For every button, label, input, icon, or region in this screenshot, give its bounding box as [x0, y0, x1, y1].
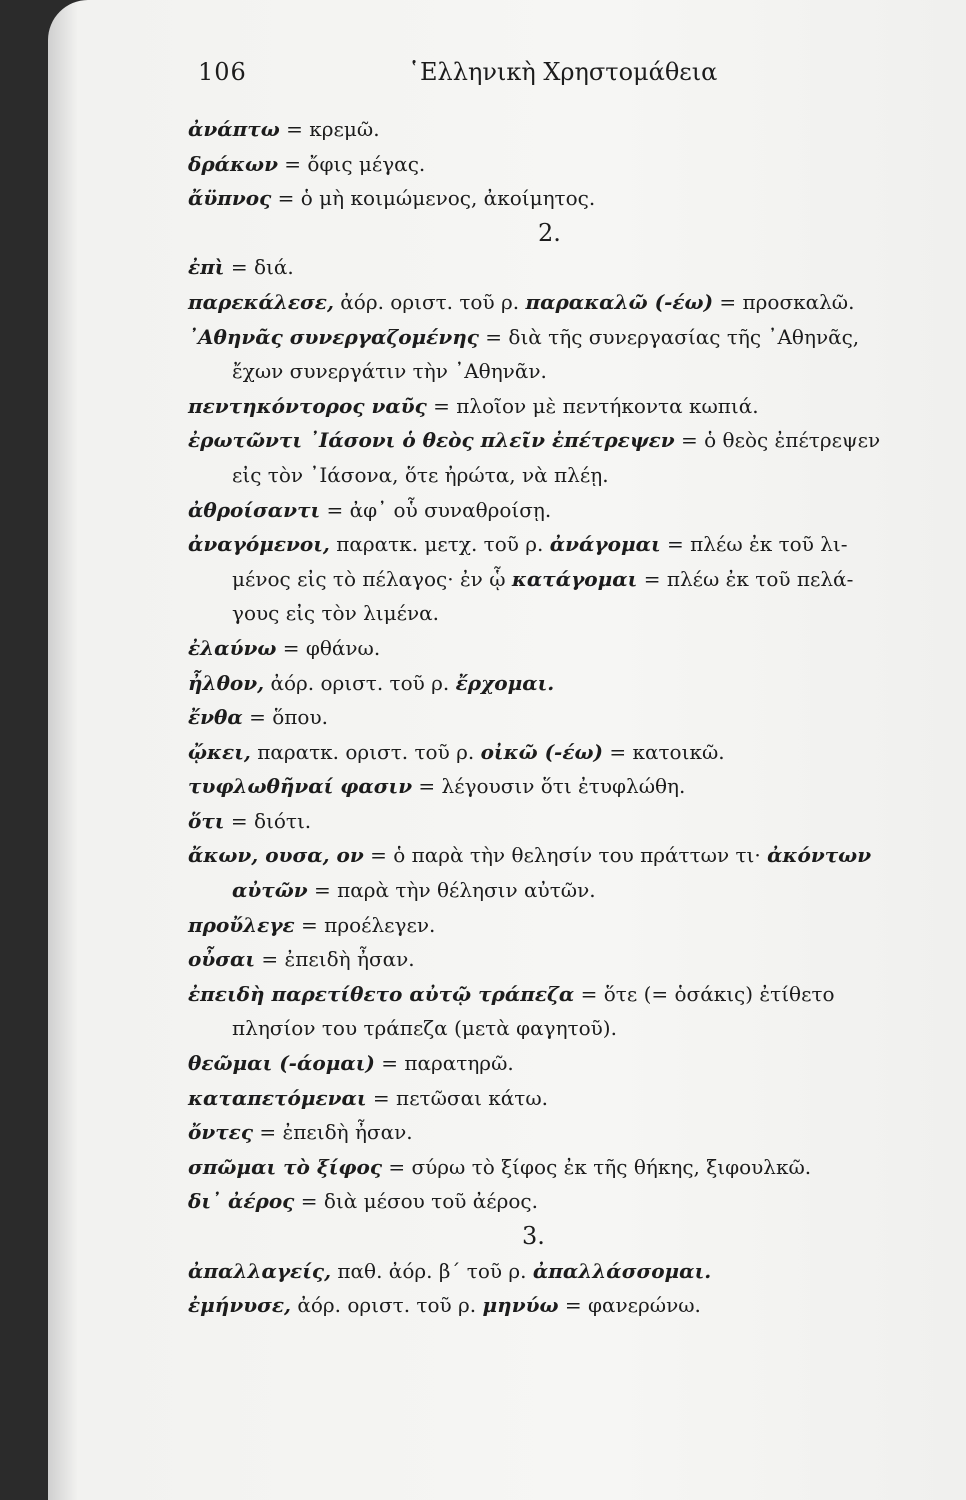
gloss-entry [188, 631, 948, 666]
inline-headword: ἀνάγομαι [549, 532, 661, 557]
gloss-entry [188, 147, 948, 182]
gloss-entry [188, 250, 948, 285]
book-page [48, 0, 966, 1500]
headword: ἐπειδὴ παρετίθετο αὐτῷ τράπεζα [188, 981, 575, 1006]
gloss-text: = ἐπειδὴ ἦσαν. [255, 947, 415, 972]
gloss-text: = ὁ μὴ κοιμώμενος, ἀκοίμητος. [271, 186, 596, 211]
headword: προὔλεγε [188, 912, 295, 937]
gloss-text: = προέλεγεν. [294, 912, 436, 937]
gloss-text: = φανερώνω. [558, 1293, 701, 1318]
gloss-text: = διὰ τῆς συνεργασίας τῆς ᾿Αθηνᾶς, [478, 324, 860, 349]
gloss-text: = πλέω ἐκ τοῦ πελά- [637, 566, 854, 591]
gloss-text: = ὁ παρὰ τὴν θελησίν του πράττων τι· [363, 843, 768, 868]
headword: ἀνάπτω [188, 117, 280, 141]
gloss-continuation [188, 873, 948, 908]
glossary [188, 112, 948, 1323]
headword: θεῶμαι (-άομαι) [188, 1051, 375, 1076]
gloss-continuation [188, 458, 948, 493]
inline-headword: μηνύω [482, 1293, 559, 1318]
page-header [198, 58, 778, 94]
gloss-text: = πλέω ἐκ τοῦ λι- [660, 532, 848, 557]
headword: ὅτι [188, 808, 225, 833]
inline-headword: αὐτῶν [232, 878, 308, 903]
gloss-continuation [188, 1011, 948, 1046]
gloss-text: = ὅτε (= ὁσάκις) ἐτίθετο [574, 981, 835, 1006]
headword: ἄϋπνος [188, 186, 272, 211]
gloss-text: παρατκ. οριστ. τοῦ ρ. [250, 739, 481, 764]
gloss-text: ἔχων συνεργάτιν τὴν ᾿Αθηνᾶν. [232, 359, 547, 384]
headword: πεντηκόντορος ναῦς [188, 393, 427, 418]
inline-headword: ἀκόντων [767, 843, 872, 868]
headword: παρεκάλεσε, [188, 289, 334, 314]
gloss-text: = προσκαλῶ. [713, 289, 855, 314]
section-label: 3. [522, 1222, 545, 1250]
gloss-text: = παρὰ τὴν θέλησιν αὐτῶν. [307, 878, 596, 903]
headword: δι᾿ ἀέρος [188, 1189, 295, 1214]
inline-headword: κατάγομαι [511, 566, 638, 591]
headword: καταπετόμεναι [188, 1085, 367, 1110]
gloss-text: = παρατηρῶ. [374, 1051, 514, 1076]
gloss-text: παθ. ἀόρ. β΄ τοῦ ρ. [331, 1258, 533, 1283]
gloss-text: = ὁ θεὸς ἐπέτρεψεν [674, 428, 881, 453]
gloss-entry [188, 700, 948, 735]
gloss-text: εἰς τὸν ᾿Ιάσονα, ὅτε ἠρώτα, νὰ πλέῃ. [232, 462, 609, 487]
gloss-text: = φθάνω. [276, 635, 381, 660]
gloss-entry [188, 1081, 948, 1116]
gloss-entry [188, 735, 948, 770]
headword: ᾿Αθηνᾶς συνεργαζομένης [188, 324, 479, 349]
headword: ᾤκει, [188, 739, 251, 764]
gloss-text: = διὰ μέσου τοῦ ἀέρος. [294, 1189, 538, 1214]
gloss-entry [188, 320, 948, 355]
gloss-entry [188, 423, 948, 458]
gloss-entry [188, 838, 948, 873]
gloss-text: πλησίον του τράπεζα (μετὰ φαγητοῦ). [232, 1016, 617, 1041]
headword: ἀπαλλαγείς, [188, 1258, 332, 1283]
gloss-text: = σύρω τὸ ξίφος ἐκ τῆς θήκης, ξιφουλκῶ. [382, 1154, 812, 1179]
headword: δράκων [188, 151, 278, 176]
gloss-entry [188, 493, 948, 528]
gloss-entry [188, 666, 948, 701]
gloss-text: ἀόρ. οριστ. τοῦ ρ. [333, 289, 526, 314]
gloss-entry [188, 1046, 948, 1081]
gloss-entry [188, 285, 948, 320]
inline-headword: παρακαλῶ (-έω) [525, 289, 714, 314]
gloss-text: = ἐπειδὴ ἦσαν. [253, 1120, 413, 1145]
running-title: ῾Ελληνικὴ Χρηστομάθεια [408, 58, 718, 86]
headword: ἐπὶ [188, 255, 225, 280]
gloss-entry [188, 527, 948, 562]
gloss-text: = πετῶσαι κάτω. [366, 1085, 549, 1110]
headword: ὄντες [188, 1120, 254, 1145]
gloss-text: = κρεμῶ. [279, 117, 380, 141]
gloss-continuation [188, 354, 948, 389]
gloss-text: = διά. [224, 255, 294, 280]
gloss-text: = κατοικῶ. [603, 739, 725, 764]
gloss-text: = ὄφις μέγας. [277, 151, 426, 176]
gloss-entry [188, 1115, 948, 1150]
headword: ἀναγόμενοι, [188, 532, 330, 557]
gloss-text: = ἀφ᾿ οὗ συναθροίσῃ. [320, 497, 552, 522]
headword: ἀθροίσαντι [188, 497, 321, 522]
gloss-entry [188, 1184, 948, 1219]
inline-headword: οἰκῶ (-έω) [480, 739, 604, 764]
gloss-entry [188, 112, 948, 147]
gloss-text: = ὅπου. [242, 705, 328, 730]
section-number [188, 216, 948, 251]
gloss-continuation [188, 562, 948, 597]
headword: ἔνθα [188, 705, 243, 730]
section-label: 2. [538, 218, 561, 247]
gloss-text: ἀόρ. οριστ. τοῦ ρ. [290, 1293, 483, 1318]
inline-headword: ἔρχομαι. [455, 670, 555, 695]
gloss-entry [188, 181, 948, 216]
headword: οὖσαι [188, 947, 256, 972]
headword: ἐρωτῶντι ᾿Ιάσονι ὁ θεὸς πλεῖν ἐπέτρεψεν [188, 428, 675, 453]
gloss-continuation [188, 596, 948, 631]
gloss-entry [188, 389, 948, 424]
headword: τυφλωθῆναί φασιν [188, 774, 413, 799]
gloss-entry [188, 942, 948, 977]
section-number [188, 1219, 948, 1254]
inline-headword: ἀπαλλάσσομαι. [532, 1258, 712, 1283]
gloss-text: = λέγουσιν ὅτι ἐτυφλώθη. [412, 774, 686, 799]
gloss-entry [188, 804, 948, 839]
headword: ἄκων, ουσα, ον [188, 843, 364, 868]
page-number: 106 [198, 58, 247, 86]
gloss-entry [188, 769, 948, 804]
headword: ἐλαύνω [188, 635, 277, 660]
gloss-entry [188, 1288, 948, 1323]
gloss-text: μένος εἰς τὸ πέλαγος· ἐν ᾧ [232, 566, 512, 591]
gloss-text: ἀόρ. οριστ. τοῦ ρ. [264, 670, 456, 695]
gloss-text: = διότι. [224, 808, 312, 833]
gloss-entry [188, 977, 948, 1012]
headword: ἐμήνυσε, [188, 1293, 291, 1318]
gloss-entry [188, 1254, 948, 1289]
gloss-text: = πλοῖον μὲ πεντήκοντα κωπιά. [426, 393, 759, 418]
headword: ἦλθον, [188, 670, 265, 695]
headword: σπῶμαι τὸ ξίφος [188, 1154, 382, 1179]
gloss-text: γους εἰς τὸν λιμένα. [232, 601, 439, 626]
gloss-entry [188, 908, 948, 943]
gloss-entry [188, 1150, 948, 1185]
gloss-text: παρατκ. μετχ. τοῦ ρ. [329, 532, 550, 557]
